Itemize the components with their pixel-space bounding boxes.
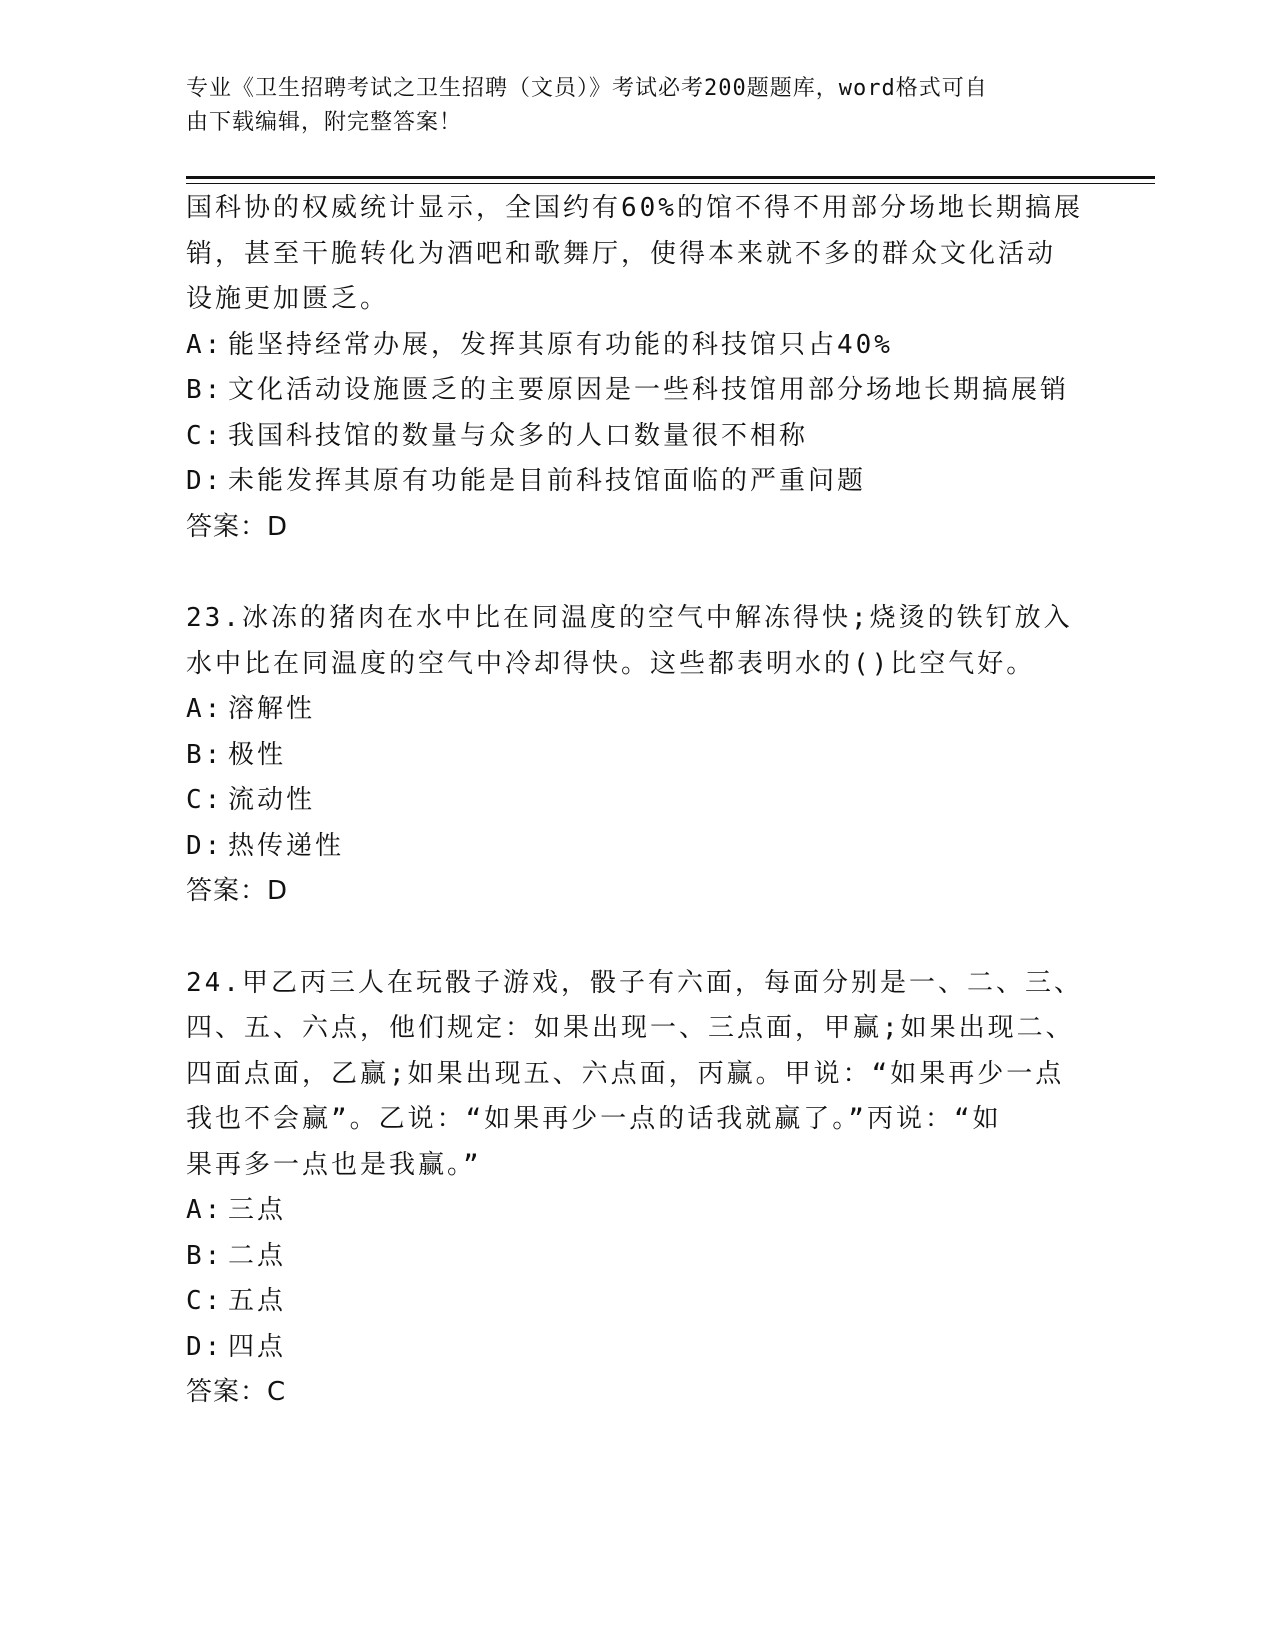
question-block — [186, 596, 1086, 915]
answer-text: 答案：C — [186, 1377, 287, 1407]
option-b — [186, 368, 1086, 414]
option-label: D: — [186, 466, 224, 496]
answer-text: 答案：D — [186, 511, 289, 542]
spacer — [186, 915, 1086, 961]
question-text — [186, 596, 1086, 687]
option-text: 文化活动设施匮乏的主要原因是一些科技馆用部分场地长期搞展销 — [228, 375, 1070, 405]
option-label: C: — [186, 420, 224, 451]
header-divider-thin — [186, 183, 1155, 184]
question-line: 我也不会赢”。乙说：“如果再少一点的话我就赢了。”丙说：“如 — [186, 1104, 1002, 1134]
spacer — [186, 550, 1086, 596]
question-block — [186, 961, 1086, 1416]
option-a — [186, 687, 1086, 733]
option-c — [186, 1279, 1086, 1325]
option-text: 未能发挥其原有功能是目前科技馆面临的严重问题 — [228, 466, 867, 496]
option-a — [186, 323, 1086, 369]
question-block — [186, 186, 1086, 550]
option-label: A: — [186, 329, 224, 360]
document-header — [186, 72, 1066, 140]
question-line: 24.甲乙丙三人在玩骰子游戏，骰子有六面，每面分别是一、二、三、 — [186, 967, 1083, 998]
question-line: 国科协的权威统计显示，全国约有60%的馆不得不用部分场地长期搞展 — [186, 193, 1083, 223]
option-text: 溶解性 — [228, 694, 316, 724]
option-label: C: — [186, 785, 224, 815]
question-line: 23.冰冻的猪肉在水中比在同温度的空气中解冻得快;烧烫的铁钉放入 — [186, 603, 1073, 633]
question-line: 四、五、六点，他们规定：如果出现一、三点面，甲赢;如果出现二、 — [186, 1013, 1075, 1043]
option-label: B: — [186, 739, 224, 770]
header-title-line-2: 由下载编辑，附完整答案！ — [186, 110, 463, 135]
option-d — [186, 824, 1086, 870]
option-text: 流动性 — [228, 785, 316, 815]
option-text: 四点 — [228, 1331, 287, 1362]
option-text: 能坚持经常办展，发挥其原有功能的科技馆只占40% — [228, 329, 893, 360]
option-text: 我国科技馆的数量与众多的人口数量很不相称 — [228, 420, 809, 451]
option-text: 二点 — [228, 1240, 287, 1271]
option-c — [186, 778, 1086, 824]
option-label: A: — [186, 1195, 224, 1225]
question-text — [186, 186, 1086, 323]
option-b — [186, 1234, 1086, 1280]
option-text: 热传递性 — [228, 830, 345, 861]
option-label: D: — [186, 830, 224, 861]
option-d — [186, 1325, 1086, 1371]
option-text: 三点 — [228, 1195, 287, 1225]
answer-text: 答案：D — [186, 876, 289, 906]
header-divider-thick — [186, 176, 1155, 179]
option-text: 极性 — [228, 739, 287, 770]
option-text: 五点 — [228, 1286, 287, 1316]
question-line: 销，甚至干脆转化为酒吧和歌舞厅，使得本来就不多的群众文化活动 — [186, 238, 1057, 269]
question-line: 设施更加匮乏。 — [186, 284, 390, 314]
option-a — [186, 1188, 1086, 1234]
option-label: D: — [186, 1331, 224, 1362]
option-d — [186, 459, 1086, 505]
question-line: 四面点面，乙赢;如果出现五、六点面，丙赢。甲说：“如果再少一点 — [186, 1058, 1065, 1089]
document-body — [186, 186, 1086, 1416]
option-c — [186, 414, 1086, 460]
option-label: B: — [186, 375, 224, 405]
question-line: 水中比在同温度的空气中冷却得快。这些都表明水的()比空气好。 — [186, 648, 1036, 679]
option-label: C: — [186, 1286, 224, 1316]
option-b — [186, 733, 1086, 779]
question-text — [186, 961, 1086, 1189]
header-title-line-1: 专业《卫生招聘考试之卫生招聘（文员）》考试必考200题题库，word格式可自 — [186, 76, 988, 101]
question-line: 果再多一点也是我赢。” — [186, 1149, 482, 1180]
option-label: B: — [186, 1240, 224, 1271]
option-label: A: — [186, 694, 224, 724]
